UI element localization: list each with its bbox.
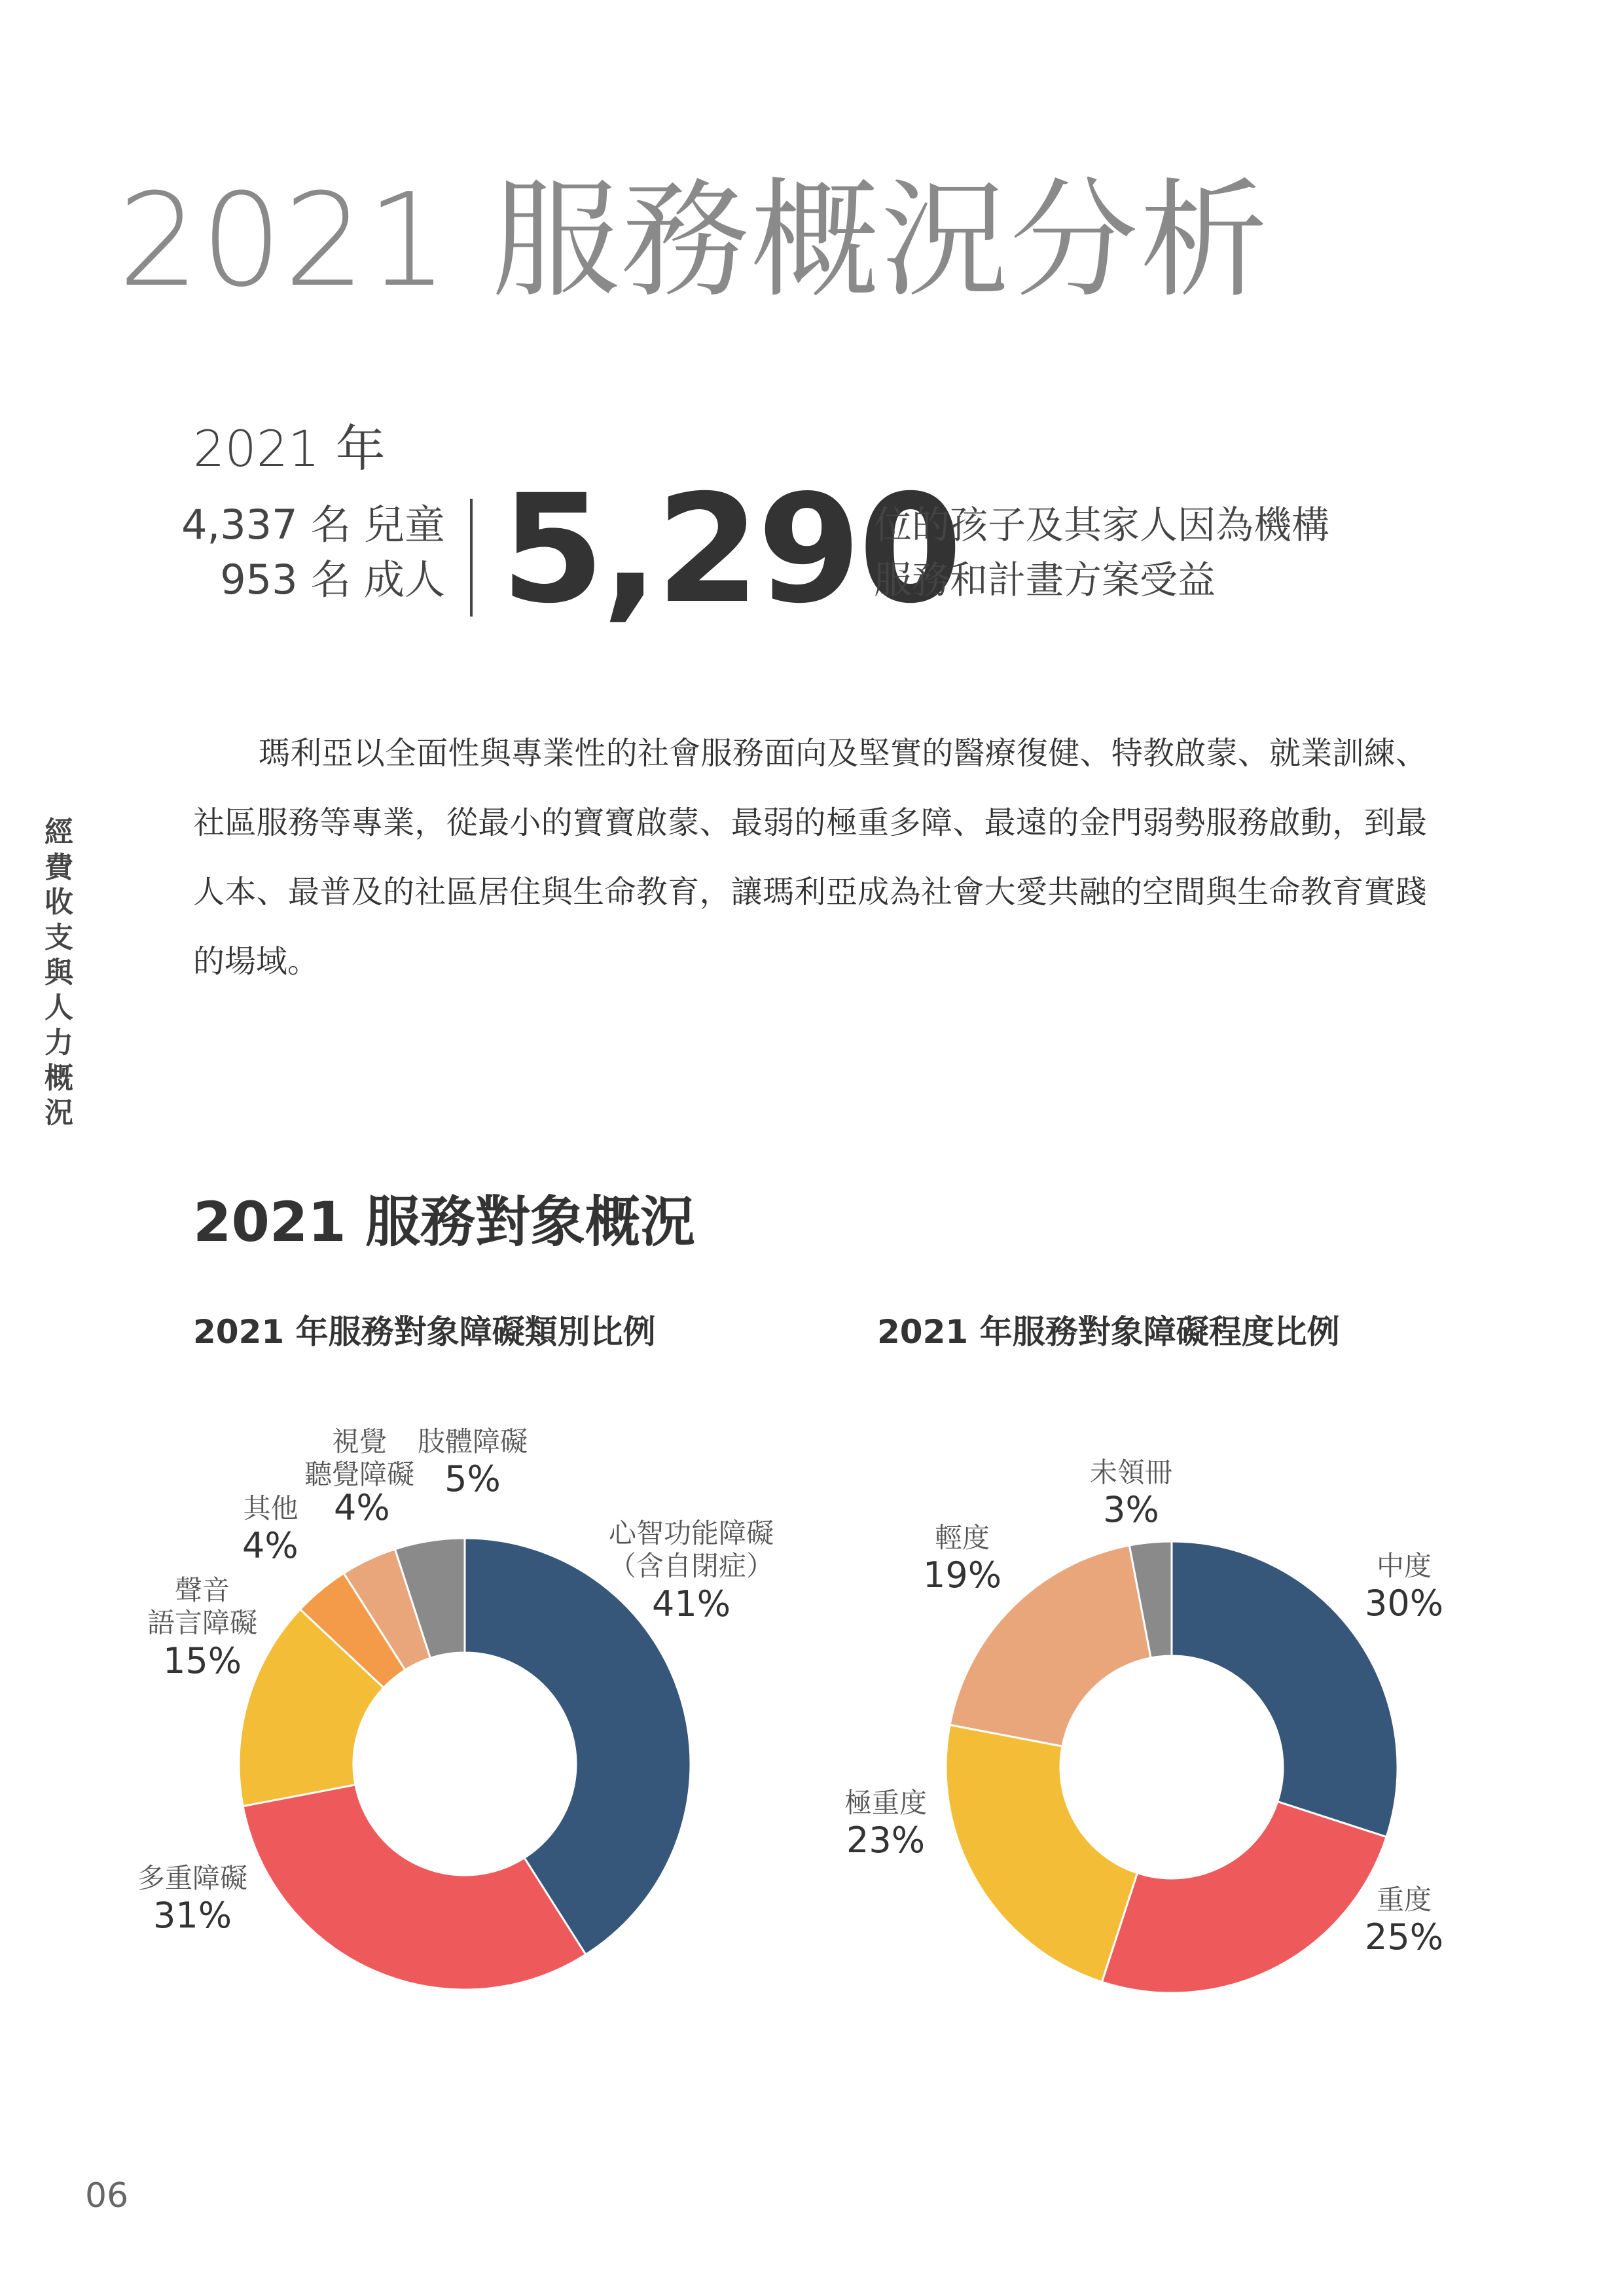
chart1-label — [137, 1862, 247, 1937]
total-description-line1: 位的孩子及其家人因為機構 — [874, 503, 1330, 547]
chart-title-disability-type: 2021 年服務對象障礙類別比例 — [193, 1313, 656, 1351]
chart1-label-name: 肢體障礙 — [418, 1426, 528, 1458]
chart1-label — [147, 1574, 257, 1683]
chart1-label — [304, 1426, 414, 1492]
chart1-label-name: 聽覺障礙 — [304, 1458, 415, 1491]
chart1-label — [418, 1426, 528, 1501]
sidebar-section-label: 經費收支與人力概況 — [45, 816, 73, 1130]
chart2-label-name: 極重度 — [844, 1787, 928, 1819]
chart2-label — [1365, 1550, 1443, 1625]
chart2-label — [1090, 1456, 1172, 1532]
chart1-label-name: 其他 — [243, 1492, 298, 1524]
page-number: 06 — [85, 2176, 129, 2215]
chart1-label-name: 心智功能障礙 — [609, 1517, 774, 1549]
chart2-label-pct: 25% — [1365, 1916, 1444, 1958]
chart2-label-pct: 19% — [923, 1554, 1002, 1596]
chart1-label-pct: 15% — [162, 1640, 242, 1681]
chart2-slice-2 — [946, 1725, 1137, 1982]
total-description-line2: 服務和計畫方案受益 — [874, 558, 1216, 603]
chart2-label-name: 未領冊 — [1090, 1456, 1173, 1488]
chart1-label-name: 視覺 — [332, 1426, 388, 1458]
chart2-label-pct: 3% — [1103, 1489, 1159, 1531]
beneficiary-counts — [118, 497, 445, 607]
chart2-label — [1365, 1884, 1443, 1959]
children-count: 4,337 名 兒童 — [181, 501, 445, 548]
adults-count: 953 名 成人 — [220, 555, 445, 603]
chart1-label-pct: 41% — [651, 1583, 731, 1624]
year-label: 2021 年 — [193, 420, 386, 478]
chart1-label-pct: 4% — [334, 1487, 390, 1528]
chart2-label-name: 中度 — [1377, 1550, 1432, 1582]
chart1-label-name: 多重障礙 — [137, 1862, 248, 1894]
chart2-slice-1 — [1102, 1802, 1386, 1993]
donut-chart-disability-severity — [943, 1538, 1401, 1996]
chart2-label-pct: 30% — [1365, 1583, 1444, 1624]
chart-title-disability-severity: 2021 年服務對象障礙程度比例 — [877, 1313, 1340, 1351]
chart1-slice-1 — [243, 1785, 586, 1990]
total-beneficiaries: 5,290 — [501, 462, 960, 636]
section-heading: 2021 服務對象概況 — [193, 1190, 696, 1254]
chart2-label — [844, 1787, 927, 1862]
chart1-label-name: （含自閉症） — [609, 1550, 774, 1583]
vertical-divider — [470, 499, 473, 617]
chart1-label-pct: 5% — [444, 1458, 501, 1500]
chart2-slice-0 — [1172, 1541, 1398, 1837]
total-description — [874, 497, 1329, 607]
intro-paragraph: 瑪利亞以全面性與專業性的社會服務面向及堅實的醫療復健、特教啟蒙、就業訓練、社區服務等專業，從最小的寶寶啟蒙、最弱的極重多障、最遠的金門弱勢服務啟動，到最人本、最普及的社區居住與生命教育，讓瑪利亞成為社會大愛共融的空間與生命教育實踐的場域。 — [193, 735, 1427, 980]
chart2-label-name: 輕度 — [935, 1522, 990, 1554]
chart1-label — [242, 1492, 298, 1568]
chart2-label-name: 重度 — [1377, 1884, 1432, 1916]
chart1-label — [609, 1517, 774, 1626]
page-title: 2021 服務概況分析 — [118, 166, 1270, 315]
chart2-label-pct: 23% — [846, 1820, 926, 1861]
chart1-label — [334, 1487, 390, 1530]
chart2-label — [923, 1522, 1001, 1597]
chart1-label-pct: 4% — [242, 1525, 298, 1567]
chart1-label-name: 語言障礙 — [147, 1607, 258, 1640]
chart1-label-name: 聲音 — [175, 1574, 230, 1606]
chart1-label-pct: 31% — [153, 1895, 232, 1937]
